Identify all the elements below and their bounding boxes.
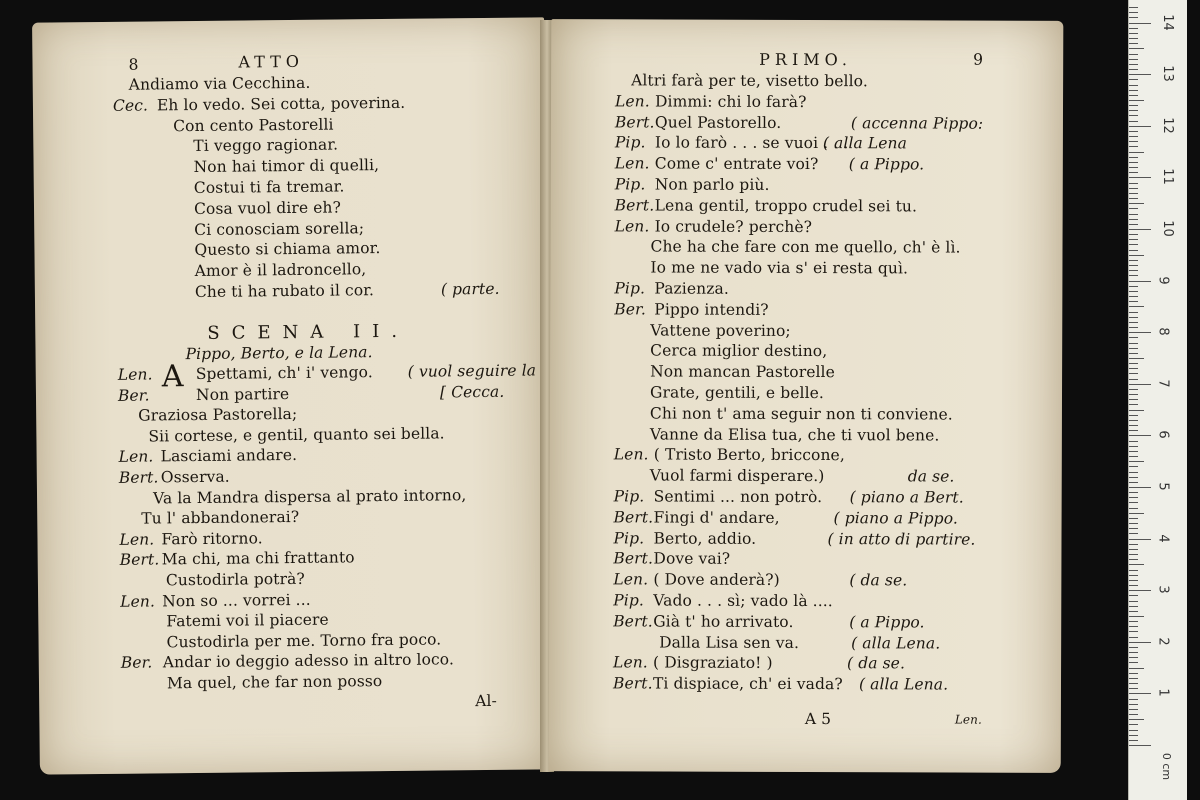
verse-line: Cerca miglior destino, [650,341,828,361]
verse-line: Cosa vuol dire eh? [193,198,342,218]
ruler-number: 1 [1155,688,1171,698]
stage-direction: ( a Pippo. [848,155,925,174]
ruler-number: 13 [1159,65,1175,82]
ruler-tick [1129,384,1151,385]
ruler-tick [1129,595,1138,596]
ruler-tick [1129,85,1138,86]
ruler-tick [1129,466,1138,467]
verse-line: Non so ... vorrei ... [162,590,311,610]
speaker-label: Bert. [613,508,654,527]
ruler-tick [1129,554,1138,555]
verse-line: Dalla Lisa sen va. [659,633,800,652]
ruler-tick [1129,343,1138,344]
ruler-tick [1129,337,1138,338]
ruler-tick [1129,544,1138,545]
ruler-tick [1129,709,1138,710]
ruler-tick [1129,497,1138,498]
verse-line: ( Dove anderà?) [653,570,780,590]
speaker-label: Len. [614,92,650,111]
ruler-tick [1129,626,1138,627]
verse-line: Che ti ha rubato il cor. [194,281,375,302]
running-head: ATTO [238,51,305,72]
ruler-tick [1129,162,1138,163]
signature-mark: A 5 [804,709,832,729]
verse-line: Altri farà per te, visetto bello. [631,71,868,91]
ruler-tick [1129,74,1151,75]
ruler-tick [1129,699,1138,700]
speaker-label: Pip. [613,528,645,548]
ruler-number: 12 [1159,117,1175,134]
ruler-tick [1129,265,1138,266]
ruler-tick [1129,296,1138,297]
verse-line: Chi non t' ama seguir non ti conviene. [649,404,953,424]
ruler-tick [1129,394,1138,395]
ruler-tick [1129,683,1138,684]
ruler-tick [1129,229,1151,230]
stage-direction: ( accenna Pippo: [850,113,984,133]
speaker-label: Bert. [119,550,160,570]
ruler-tick [1129,363,1138,364]
ruler-tick [1129,704,1138,705]
ruler-tick [1129,430,1138,431]
ruler-tick [1129,136,1138,137]
ruler-tick [1129,306,1144,307]
ruler-tick [1129,523,1138,524]
right-page [549,19,1064,773]
verse-line: Non mancan Pastorelle [650,362,835,382]
ruler-tick [1129,193,1138,194]
ruler-tick [1129,678,1138,679]
speaker-label: Len. [613,653,648,672]
speaker-label: Len. [119,530,155,549]
ruler-tick [1129,260,1138,261]
ruler-tick [1129,441,1138,442]
ruler-tick [1129,745,1151,746]
verse-line: Che ha che fare con me quello, ch' è lì. [650,237,961,257]
verse-line: Fingi d' andare, [653,508,780,527]
verse-line: Già t' ho arrivato. [653,612,794,631]
ruler-tick [1129,167,1138,168]
speaker-label: Pip. [614,175,646,194]
stage-direction: ( parte. [440,279,500,299]
stage-direction: da se. [907,467,955,486]
ruler-number: 2 [1155,637,1171,646]
verse-line: Non partire [195,384,290,404]
verse-line: ( Tristo Berto, briccone, [653,445,845,465]
open-book [28,20,1068,780]
page-number: 9 [973,50,984,69]
ruler-tick [1129,90,1138,91]
stage-direction: ( a Pippo. [849,612,925,632]
ruler-tick [1129,425,1138,426]
verse-line: Con cento Pastorelli [173,115,334,135]
ruler-tick [1129,657,1138,658]
ruler-tick [1129,719,1144,720]
ruler-tick [1129,54,1138,55]
ruler-tick [1129,456,1138,457]
ruler-tick [1129,642,1151,643]
ruler-tick [1129,482,1138,483]
ruler-tick [1129,105,1138,106]
ruler-tick [1129,322,1138,323]
ruler-tick [1129,332,1151,333]
stage-direction: ( alla Lena [822,134,908,153]
ruler-tick [1129,7,1138,8]
ruler-tick [1129,188,1138,189]
speaker-label: Pip. [614,279,646,298]
ruler-tick [1129,291,1138,292]
verse-line: Custodirla potrà? [165,569,305,590]
stage-direction: ( vuol seguire la [407,361,537,381]
ruler-tick [1129,508,1138,509]
ruler-tick [1129,33,1138,34]
ruler-tick [1129,281,1151,282]
stage-direction: ( alla Lena. [851,633,941,653]
ruler-tick [1129,59,1138,60]
ruler-tick [1129,141,1138,142]
ruler-tick [1129,255,1144,256]
ruler-tick [1129,239,1138,240]
ruler-number: 9 [1155,275,1171,285]
scene-title: SCENA II. [207,320,410,344]
verse-line: Grate, gentili, e belle. [649,383,824,403]
stage-direction: ( da se. [847,654,906,673]
verse-line: ( Disgraziato! ) [653,653,773,673]
speaker-label: Cec. [112,96,149,115]
speaker-label: Bert. [613,549,654,568]
ruler-tick [1129,286,1138,287]
ruler-tick [1129,549,1138,550]
running-head: PRIMO. [759,49,852,70]
ruler-tick [1129,100,1144,101]
ruler-tick [1129,152,1144,153]
verse-line: Ma quel, che far non posso [166,672,383,693]
ruler-tick [1129,373,1138,374]
verse-line: Spettami, ch' i' vengo. [195,363,373,384]
speaker-label: Bert. [118,468,159,487]
ruler-number: 11 [1159,168,1175,186]
speaker-label: Len. [118,447,154,467]
speaker-label: Ber. [120,653,153,673]
ruler-tick [1129,79,1138,80]
ruler-tick [1129,183,1138,184]
speaker-label: Bert. [614,196,655,215]
ruler-tick [1129,688,1138,689]
speaker-label: Bert. [613,612,653,631]
speaker-label: Pip. [613,591,644,610]
speaker-label: Ber. [614,300,646,319]
stage-direction: ( da se. [849,571,908,590]
ruler-tick [1129,668,1144,669]
verse-line: Farò ritorno. [161,529,263,549]
ruler-tick [1129,575,1138,576]
ruler-tick [1129,157,1138,158]
ruler-tick [1129,647,1138,648]
ruler-tick [1129,606,1138,607]
speaker-label: Len. [614,216,650,236]
ruler-tick [1129,611,1138,612]
ruler-tick [1129,389,1138,390]
verse-line: Vattene poverino; [650,321,791,340]
ruler-tick [1129,472,1138,473]
ruler-tick [1129,234,1138,235]
verse-line: Dimmi: chi lo farà? [654,92,807,111]
ruler-tick [1129,570,1138,571]
speaker-label: Len. [613,445,649,464]
ruler-tick [1129,631,1138,632]
speaker-label: Ber. [117,386,150,405]
verse-line: Osserva. [160,467,230,487]
ruler-number: 7 [1155,379,1171,388]
ruler-tick [1129,740,1138,741]
ruler-number: 14 [1159,13,1175,31]
verse-line: Va la Mandra dispersa al prato intorno, [152,485,467,508]
ruler-tick [1129,270,1138,271]
ruler-number: 10 [1159,220,1175,237]
verse-line: Ci conosciam sorella; [194,218,365,239]
ruler-number: 8 [1155,327,1171,336]
ruler-tick [1129,539,1151,540]
verse-line: Dove vai? [653,549,731,569]
ruler-tick [1129,43,1138,44]
ruler-tick [1129,312,1138,313]
verse-line: Vuol farmi disperare.) [649,466,825,486]
ruler-tick [1129,601,1138,602]
ruler-tick [1129,714,1138,715]
page-number: 8 [128,55,139,74]
ruler-tick [1129,121,1138,122]
stage-direction: ( piano a Pippo. [833,508,958,528]
verse-line: Eh lo vedo. Sei cotta, poverina. [156,93,406,115]
ruler-tick [1129,533,1138,534]
ruler-tick [1129,735,1138,736]
ruler-number: 4 [1155,533,1171,543]
stage-direction: ( in atto di partire. [827,529,976,549]
ruler-tick [1129,673,1138,674]
ruler-tick [1129,502,1138,503]
ruler-tick [1129,404,1138,405]
ruler-tick [1129,327,1138,328]
verse-line: Come c' entrate voi? [654,154,819,174]
left-page [32,17,552,774]
ruler-tick [1129,126,1151,127]
verse-line: Ti veggo ragionar. [193,135,339,156]
verse-line: Lena gentil, troppo crudel sei tu. [654,196,918,216]
ruler-tick [1129,399,1138,400]
ruler-tick [1129,528,1138,529]
ruler-tick [1129,368,1138,369]
ruler-tick [1129,637,1138,638]
speaker-label: Pip. [614,133,646,152]
verse-line: Vado . . . sì; vado là .... [653,591,833,611]
ruler-tick [1129,513,1144,514]
speaker-label: Len. [613,570,649,589]
catchword: Len. [954,712,982,727]
ruler-tick [1129,219,1138,220]
ruler-tick [1129,348,1138,349]
ruler-tick [1129,224,1138,225]
ruler-tick [1129,198,1138,199]
ruler-tick [1129,730,1138,731]
verse-line: Andar io deggio adesso in altro loco. [162,650,455,672]
ruler-tick [1129,415,1138,416]
ruler-tick [1129,621,1138,622]
ruler-tick [1129,446,1138,447]
ruler-tick [1129,518,1138,519]
speaker-label: Bert. [614,112,655,132]
stage-direction: [ Cecca. [439,382,505,402]
ruler-tick [1129,435,1151,436]
verse-line: Sentimi ... non potrò. [653,487,823,507]
speaker-label: Bert. [612,674,653,693]
ruler-tick [1129,131,1138,132]
ruler-tick [1129,559,1138,560]
ruler-tick [1129,564,1144,565]
verse-line: Berto, addio. [653,529,757,548]
ruler-unit-label: 0 cm [1160,752,1174,781]
ruler-tick [1129,410,1144,411]
ruler-tick [1129,244,1138,245]
ruler-tick [1129,203,1144,204]
verse-line: Pazienza. [654,279,729,298]
speaker-label: Pip. [613,487,645,506]
ruler-tick [1129,662,1138,663]
ruler-tick [1129,487,1151,488]
ruler-number: 5 [1155,482,1171,491]
verse-line: Graziosa Pastorella; [138,405,298,425]
ruler-tick [1129,492,1138,493]
ruler-tick [1129,172,1138,173]
ruler-tick [1129,693,1151,694]
measuring-ruler [1128,0,1187,800]
verse-line: Non hai timor di quelli, [193,156,380,177]
ruler-tick [1129,379,1138,380]
ruler-tick [1129,275,1138,276]
verse-line: Io lo farò . . . se vuoi . . . [654,133,849,153]
verse-line: Costui ti fa tremar. [193,177,345,198]
ruler-tick [1129,12,1138,13]
ruler-tick [1129,38,1138,39]
ruler-tick [1129,48,1144,49]
ruler-tick [1129,28,1138,29]
drop-cap: A [161,359,184,395]
ruler-tick [1129,616,1144,617]
ruler-tick [1129,146,1138,147]
speaker-label: Len. [117,365,153,384]
verse-line: Questo si chiama amor. [194,239,381,260]
ruler-tick [1129,590,1151,591]
stage-direction: ( alla Lena. [858,675,949,694]
ruler-tick [1129,208,1138,209]
verse-line: Ma chi, ma chi frattanto [161,548,355,569]
verse-line: Andiamo via Cecchina. [128,73,311,94]
ruler-tick [1129,64,1138,65]
stage-direction: ( piano a Bert. [849,488,964,507]
verse-line: Custodirla per me. Torno fra poco. [166,630,442,652]
verse-line: Io me ne vado via s' ei resta quì. [650,258,909,278]
verse-line: Amor è il ladroncello, [194,260,367,281]
verse-line: Lasciami andare. [160,446,298,466]
speaker-label: Len. [120,592,156,611]
ruler-tick [1129,451,1138,452]
ruler-tick [1129,420,1138,421]
verse-line: Quel Pastorello. [654,113,782,132]
scene-characters: Pippo, Berto, e la Lena. [185,343,373,364]
ruler-tick [1129,17,1138,18]
ruler-number: 3 [1155,585,1171,594]
verse-line: Vanne da Elisa tua, che ti vuol bene. [649,425,940,445]
ruler-tick [1129,301,1138,302]
verse-line: Io crudele? perchè? [654,217,813,236]
ruler-tick [1129,477,1138,478]
ruler-tick [1129,580,1138,581]
speaker-label: Len. [614,154,650,173]
ruler-tick [1129,585,1138,586]
verse-line: Pippo intendi? [654,300,769,319]
ruler-tick [1129,177,1151,178]
verse-line: Ti dispiace, ch' ei vada? [652,674,843,694]
ruler-tick [1129,69,1138,70]
ruler-tick [1129,250,1138,251]
ruler-number: 6 [1155,430,1171,440]
ruler-tick [1129,214,1138,215]
ruler-tick [1129,353,1138,354]
ruler-tick [1129,652,1138,653]
verse-line: Sii cortese, e gentil, quanto sei bella. [148,424,445,446]
catchword: Al- [475,691,498,711]
verse-line: Non parlo più. [654,175,770,194]
ruler-tick [1129,95,1138,96]
ruler-tick [1129,461,1144,462]
ruler-tick [1129,115,1138,116]
ruler-tick [1129,110,1138,111]
ruler-tick [1129,724,1138,725]
verse-line: Fatemi voi il piacere [166,610,329,631]
ruler-tick [1129,23,1151,24]
verse-line: Tu l' abbandonerai? [141,508,300,528]
ruler-tick [1129,358,1144,359]
ruler-tick [1129,317,1138,318]
